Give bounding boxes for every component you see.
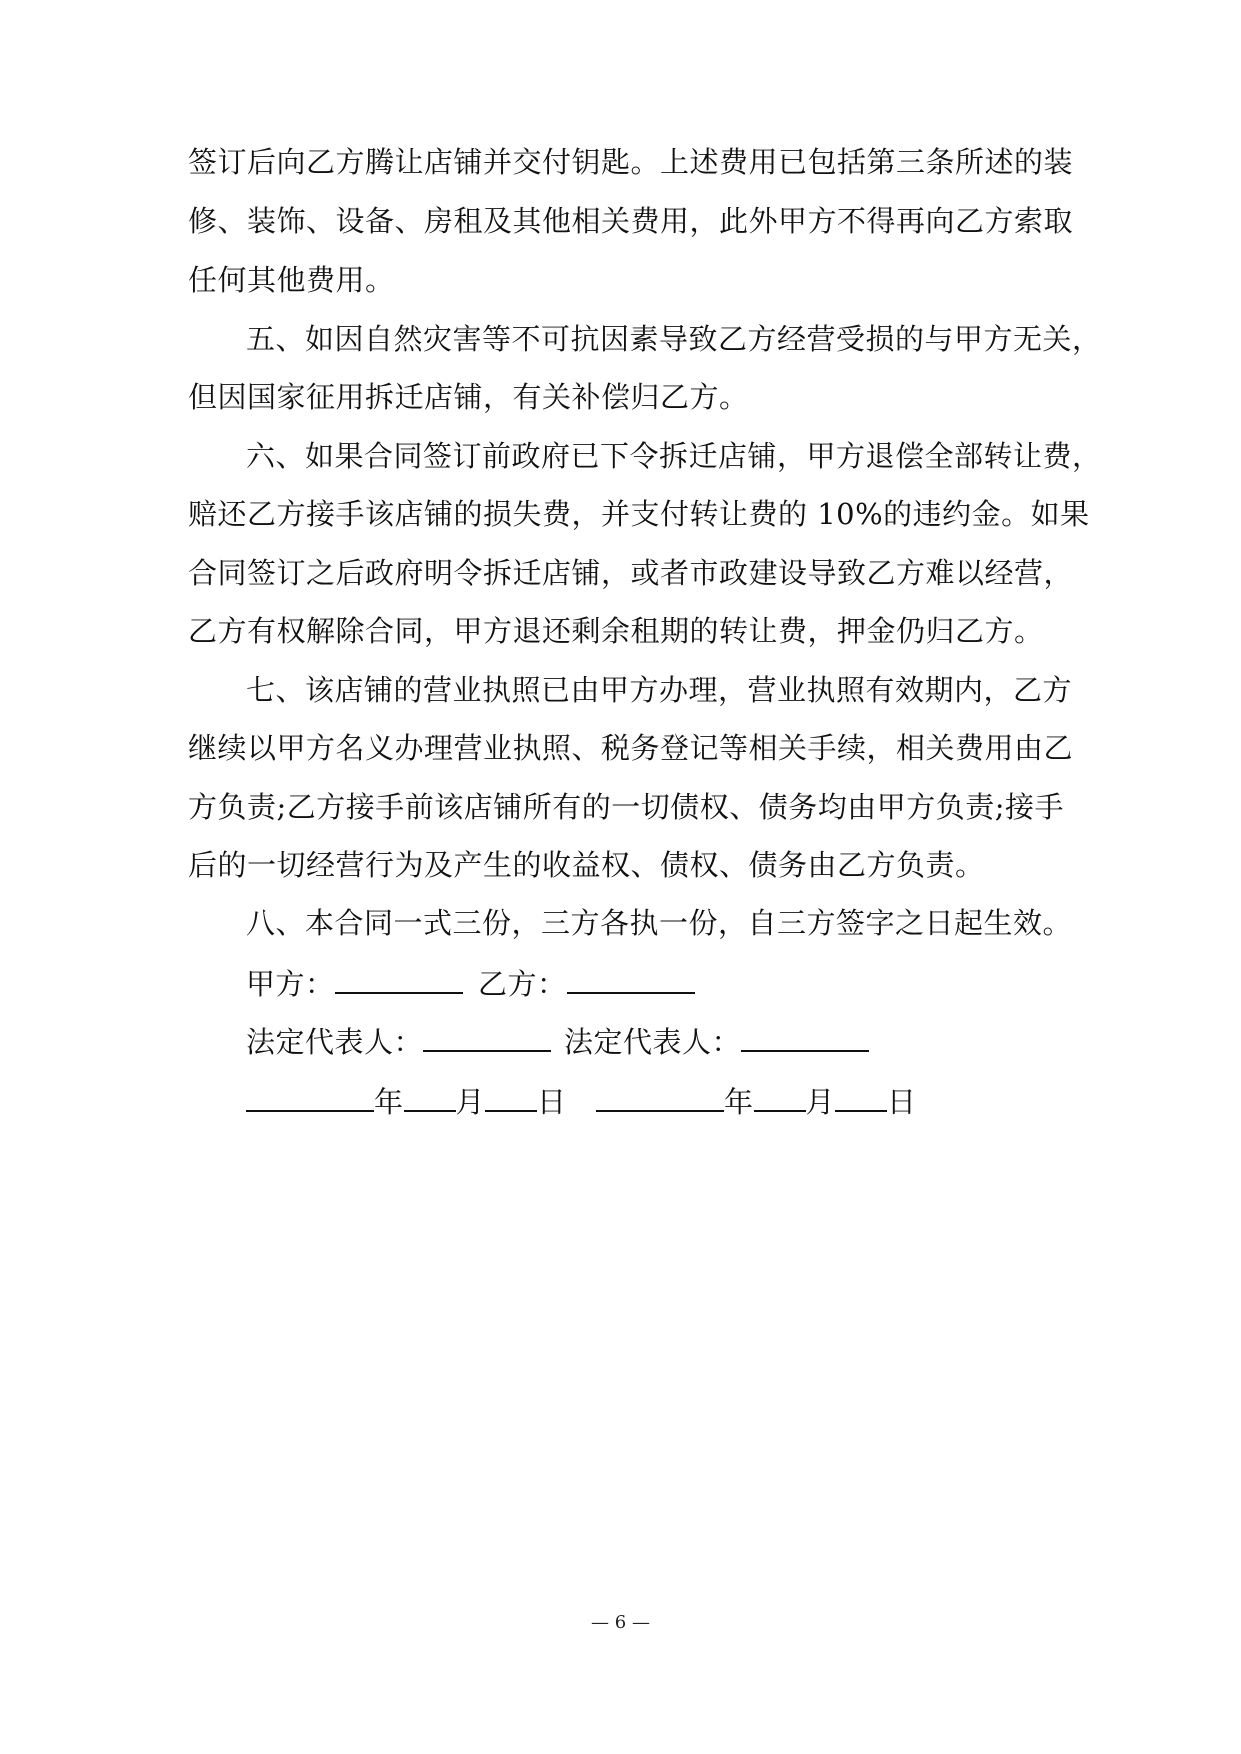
- rep-b-label: 法定代表人：: [564, 1025, 742, 1059]
- party-b-blank[interactable]: [567, 962, 695, 994]
- rep-a-label: 法定代表人：: [246, 1025, 424, 1059]
- paragraph-7-line-2: 继续以甲方名义办理营业执照、税务登记等相关手续，相关费用由乙: [188, 731, 1074, 765]
- paragraph-5-line-2: 但因国家征用拆迁店铺，有关补偿归乙方。: [188, 380, 749, 414]
- date-b-year-blank[interactable]: [596, 1080, 724, 1112]
- paragraph-7-line-3: 方负责;乙方接手前该店铺所有的一切债权、债务均由甲方负责;接手: [188, 790, 1065, 824]
- date-b: [596, 1080, 917, 1122]
- date-a-year-blank[interactable]: [246, 1080, 374, 1112]
- date-b-day-label: 日: [887, 1085, 917, 1119]
- paragraph-5-line-1: 五、如因自然灾害等不可抗因素导致乙方经营受损的与甲方无关，: [246, 322, 1102, 356]
- date-a-year-label: 年: [374, 1085, 404, 1119]
- paragraph-6-line-2: 赔还乙方接手该店铺的损失费，并支付转让费的 10%的违约金。如果: [188, 497, 1090, 531]
- paragraph-7-line-4: 后的一切经营行为及产生的收益权、债权、债务由乙方负责。: [188, 848, 985, 882]
- date-b-day-blank[interactable]: [835, 1080, 887, 1112]
- party-a-signature: [246, 962, 463, 1004]
- date-b-year-label: 年: [724, 1085, 754, 1119]
- party-a-blank[interactable]: [335, 962, 463, 994]
- party-b-signature: [478, 962, 695, 1004]
- paragraph-7-line-1: 七、该店铺的营业执照已由甲方办理，营业执照有效期内，乙方: [246, 673, 1073, 707]
- date-b-month-blank[interactable]: [754, 1080, 806, 1112]
- party-b-label: 乙方：: [478, 967, 567, 1001]
- rep-a-signature: [246, 1020, 551, 1062]
- date-a-day-blank[interactable]: [485, 1080, 537, 1112]
- paragraph-4-line-2: 修、装饰、设备、房租及其他相关费用，此外甲方不得再向乙方索取: [188, 204, 1074, 238]
- date-a-month-blank[interactable]: [404, 1080, 456, 1112]
- date-a: [246, 1080, 567, 1122]
- party-a-label: 甲方：: [246, 967, 335, 1001]
- paragraph-4-line-1: 签订后向乙方腾让店铺并交付钥匙。上述费用已包括第三条所述的装: [188, 145, 1074, 179]
- rep-b-signature: [564, 1020, 869, 1062]
- paragraph-6-line-3: 合同签订之后政府明令拆迁店铺，或者市政建设导致乙方难以经营，: [188, 556, 1074, 590]
- date-b-month-label: 月: [805, 1085, 836, 1119]
- date-a-month-label: 月: [455, 1085, 486, 1119]
- page-number: — 6 —: [591, 1612, 650, 1633]
- paragraph-6-line-4: 乙方有权解除合同，甲方退还剩余租期的转让费，押金仍归乙方。: [188, 614, 1044, 648]
- rep-b-blank[interactable]: [741, 1020, 869, 1052]
- date-a-day-label: 日: [537, 1085, 567, 1119]
- rep-a-blank[interactable]: [423, 1020, 551, 1052]
- paragraph-4-line-3: 任何其他费用。: [188, 263, 395, 297]
- paragraph-8-line-1: 八、本合同一式三份，三方各执一份，自三方签字之日起生效。: [246, 906, 1073, 940]
- paragraph-6-line-1: 六、如果合同签订前政府已下令拆迁店铺，甲方退偿全部转让费，: [246, 439, 1102, 473]
